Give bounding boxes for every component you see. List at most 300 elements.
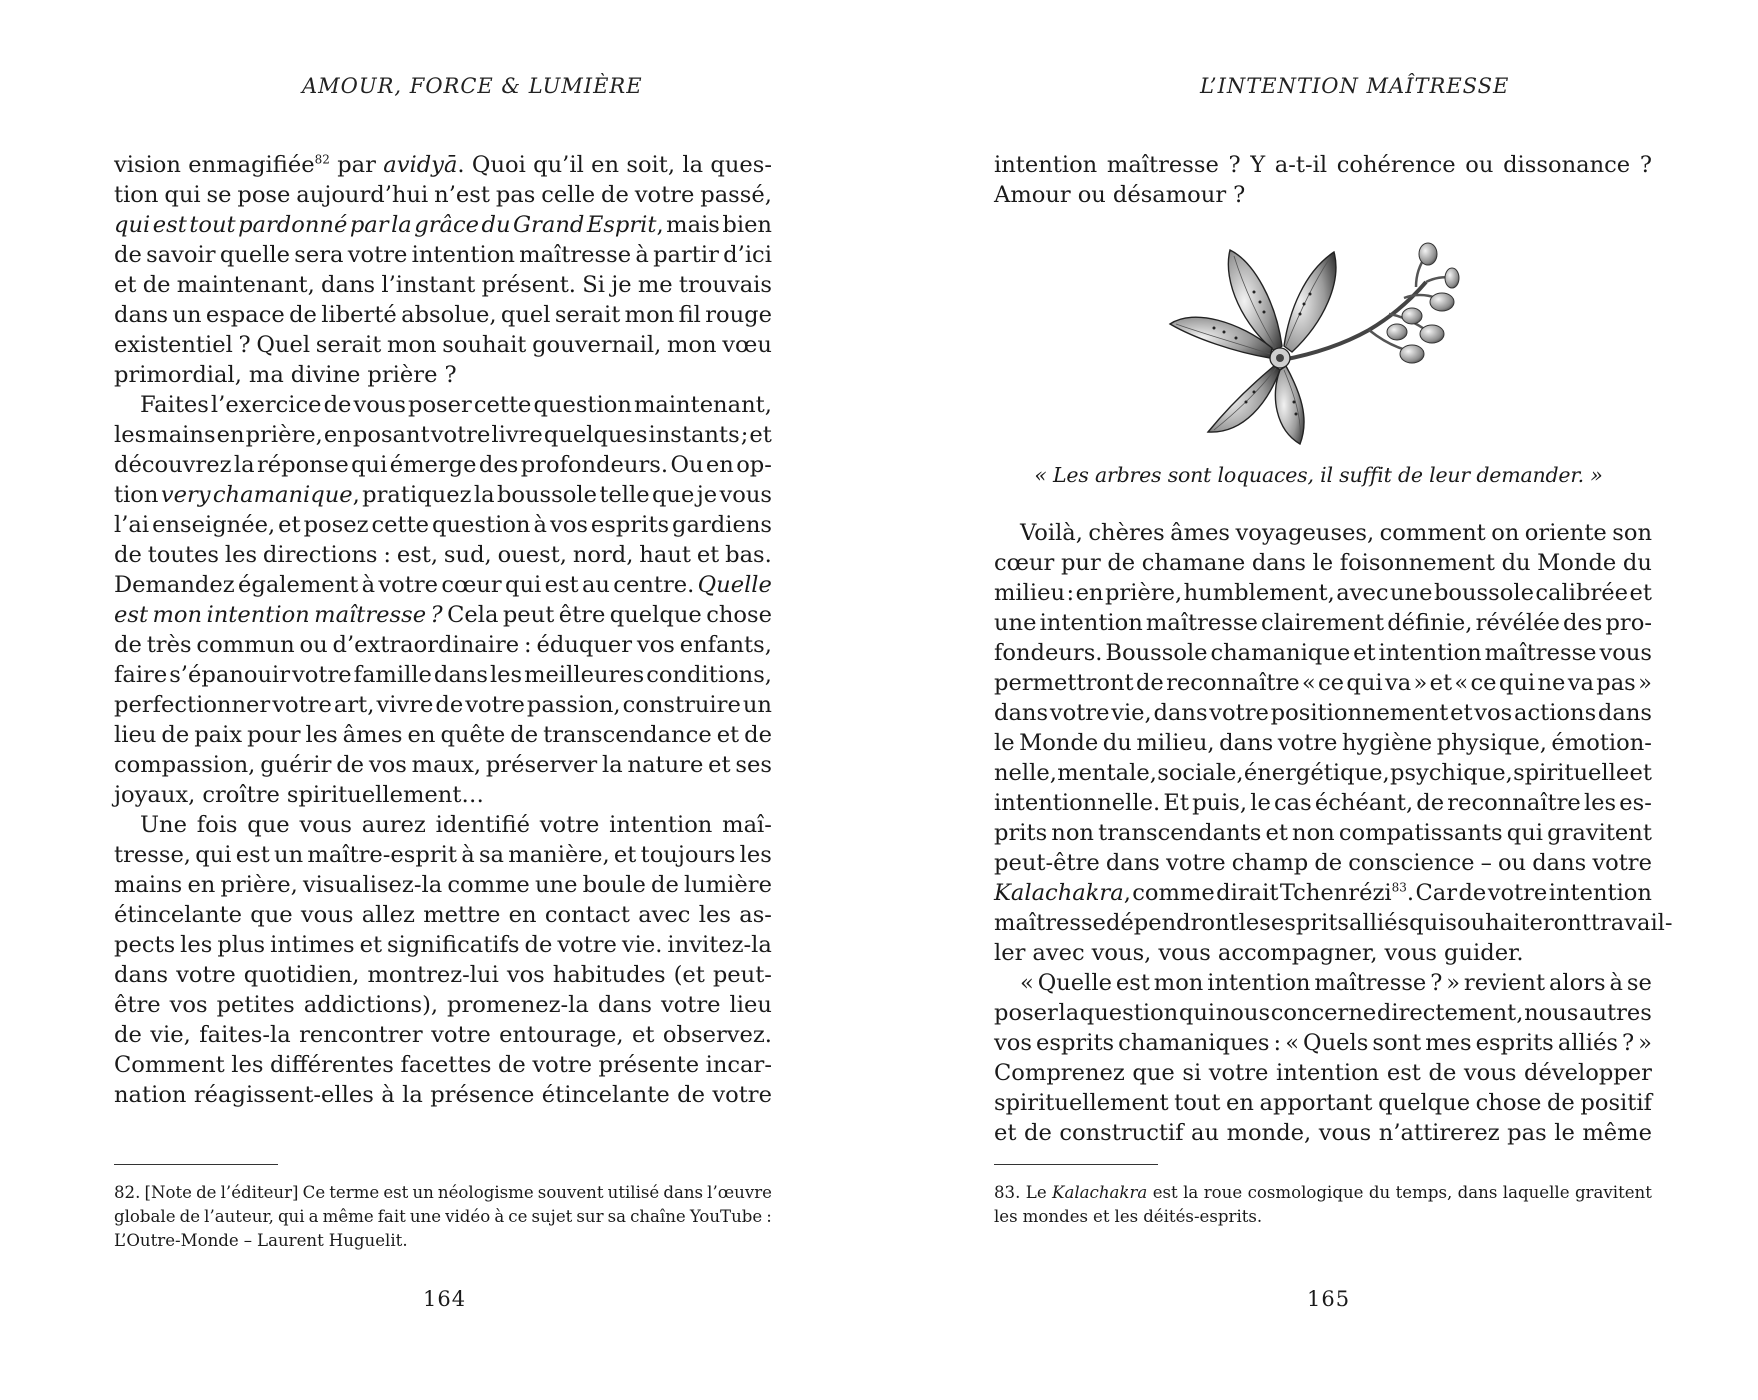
word bbox=[180, 930, 212, 960]
word bbox=[509, 900, 537, 930]
word bbox=[1612, 518, 1652, 548]
text-run: de bbox=[114, 542, 142, 568]
text-run: votre bbox=[1049, 700, 1110, 726]
word bbox=[114, 690, 270, 720]
text-run: a-t-il bbox=[1274, 152, 1328, 178]
word bbox=[444, 360, 456, 390]
text-run: sa bbox=[607, 1207, 626, 1226]
word bbox=[1454, 668, 1468, 698]
word bbox=[623, 690, 741, 720]
word bbox=[1118, 1028, 1269, 1058]
word bbox=[194, 1080, 374, 1110]
word bbox=[362, 900, 415, 930]
text-run: permettront bbox=[994, 670, 1134, 696]
text-run: et bbox=[632, 1022, 655, 1048]
text-run: et bbox=[1629, 760, 1652, 786]
text-run: de bbox=[289, 302, 317, 328]
word bbox=[1369, 1181, 1390, 1205]
word bbox=[1210, 638, 1350, 668]
text-run: l’éditeur] bbox=[220, 1183, 299, 1202]
word bbox=[598, 990, 652, 1020]
word bbox=[994, 1088, 1169, 1118]
text-run: je bbox=[696, 482, 718, 508]
text-run: une bbox=[994, 610, 1037, 636]
word bbox=[1446, 968, 1460, 998]
text-run: le bbox=[1250, 790, 1271, 816]
text-line bbox=[994, 578, 1652, 608]
text-run: étincelante bbox=[114, 902, 242, 928]
text-run: à bbox=[494, 1207, 505, 1226]
text-run: ? bbox=[238, 332, 251, 358]
word bbox=[263, 540, 378, 570]
word bbox=[1107, 150, 1219, 180]
word bbox=[1447, 788, 1580, 818]
text-run: dépendront bbox=[1105, 910, 1239, 936]
word bbox=[531, 1205, 572, 1229]
word bbox=[652, 480, 694, 510]
text-run: on bbox=[1491, 520, 1520, 546]
word bbox=[1191, 1118, 1219, 1148]
word bbox=[1348, 848, 1474, 878]
word bbox=[1537, 548, 1616, 578]
text-run: monde, bbox=[1226, 1120, 1312, 1146]
word bbox=[521, 450, 668, 480]
word bbox=[497, 480, 597, 510]
word bbox=[299, 810, 352, 840]
word bbox=[507, 960, 545, 990]
text-run: votre bbox=[378, 572, 439, 598]
word bbox=[994, 180, 1071, 210]
word bbox=[994, 848, 1100, 878]
text-run: dans bbox=[433, 662, 488, 688]
text-run: développer bbox=[1524, 1060, 1652, 1086]
text-run: maîtresse bbox=[1314, 970, 1427, 996]
text-run: alliés bbox=[1557, 1030, 1618, 1056]
word bbox=[256, 330, 310, 360]
text-run: qui bbox=[351, 452, 388, 478]
word bbox=[1154, 968, 1204, 998]
text-run: vos bbox=[169, 992, 208, 1018]
word bbox=[1057, 758, 1157, 788]
word bbox=[400, 1050, 491, 1080]
word bbox=[630, 1205, 686, 1229]
text-run: ce bbox=[1470, 670, 1497, 696]
word bbox=[1390, 578, 1432, 608]
word bbox=[533, 390, 631, 420]
text-line bbox=[114, 360, 772, 390]
word bbox=[140, 810, 187, 840]
text-run: Comment bbox=[114, 1052, 225, 1078]
word bbox=[1080, 998, 1178, 1028]
word bbox=[144, 1181, 191, 1205]
text-run: joyaux, bbox=[114, 782, 196, 808]
word bbox=[674, 960, 705, 990]
word bbox=[221, 1181, 299, 1205]
text-run: qu’il bbox=[533, 152, 584, 178]
flower-branch-illustration bbox=[1164, 242, 1460, 447]
word bbox=[390, 450, 477, 480]
word bbox=[1476, 1028, 1554, 1058]
word bbox=[474, 390, 532, 420]
text-run: reconnaître bbox=[1447, 790, 1581, 816]
text-run: souvent bbox=[537, 1183, 604, 1202]
word bbox=[220, 240, 290, 270]
word bbox=[1052, 1181, 1147, 1205]
text-run: foisonnement bbox=[1339, 550, 1495, 576]
word bbox=[378, 1205, 406, 1229]
word bbox=[1558, 1028, 1618, 1058]
text-run: d’extraordinaire bbox=[332, 632, 520, 658]
word bbox=[994, 878, 1131, 908]
text-run: se bbox=[1626, 970, 1652, 996]
text-run: cette bbox=[473, 392, 532, 418]
word bbox=[114, 1229, 239, 1253]
word bbox=[336, 750, 364, 780]
text-run: plus bbox=[217, 932, 266, 958]
word bbox=[1235, 518, 1374, 548]
word bbox=[114, 270, 136, 300]
text-run: et bbox=[1429, 670, 1453, 696]
word bbox=[540, 810, 600, 840]
word bbox=[305, 720, 337, 750]
word bbox=[1640, 150, 1652, 180]
text-run: mettre bbox=[423, 902, 501, 928]
text-run: et bbox=[114, 272, 137, 298]
word bbox=[1192, 788, 1247, 818]
word bbox=[719, 480, 772, 510]
text-run: sont bbox=[1372, 1030, 1422, 1056]
text-run: autres bbox=[1579, 1000, 1652, 1026]
word bbox=[1385, 938, 1438, 968]
text-run: pratiquez bbox=[362, 482, 472, 508]
word bbox=[1226, 1088, 1254, 1118]
text-run: chamane bbox=[1141, 550, 1246, 576]
word bbox=[1549, 968, 1606, 998]
word bbox=[994, 1118, 1016, 1148]
word bbox=[170, 990, 208, 1020]
word bbox=[576, 1205, 603, 1229]
text-run: dans bbox=[1219, 730, 1274, 756]
word bbox=[197, 810, 238, 840]
text-run: une bbox=[409, 1207, 442, 1226]
word bbox=[1076, 578, 1104, 608]
text-run: au bbox=[1191, 1120, 1220, 1146]
text-line bbox=[114, 330, 772, 360]
text-run: op- bbox=[736, 452, 772, 478]
word bbox=[199, 1020, 290, 1050]
italic-run: du bbox=[481, 212, 511, 238]
word bbox=[1280, 878, 1414, 908]
text-run: calibrée bbox=[1535, 580, 1628, 606]
text-run: du bbox=[1368, 1183, 1391, 1202]
text-run: votre bbox=[176, 962, 236, 988]
text-run: ce bbox=[1318, 670, 1345, 696]
word bbox=[353, 390, 406, 420]
word bbox=[1413, 668, 1427, 698]
text-run: telle bbox=[599, 482, 650, 508]
word bbox=[114, 210, 150, 240]
text-run: votre bbox=[1208, 1060, 1269, 1086]
text-run: Boussole bbox=[1105, 640, 1208, 666]
text-run: Comprenez bbox=[994, 1060, 1125, 1086]
text-run: question bbox=[1079, 1000, 1179, 1026]
text-run: concerne bbox=[1270, 1000, 1377, 1026]
word bbox=[1499, 668, 1535, 698]
text-run: n’est bbox=[434, 182, 490, 208]
text-run: pur bbox=[1060, 550, 1101, 576]
word bbox=[634, 390, 772, 420]
word bbox=[1579, 998, 1652, 1028]
text-line bbox=[994, 150, 1652, 180]
word bbox=[237, 180, 290, 210]
text-run: incar- bbox=[705, 1052, 772, 1078]
word bbox=[1278, 728, 1338, 758]
text-run: s’épanouir bbox=[169, 662, 291, 688]
word bbox=[1498, 848, 1526, 878]
text-run: désamour bbox=[1112, 182, 1227, 208]
word bbox=[1336, 578, 1388, 608]
word bbox=[217, 990, 295, 1020]
text-run: qui bbox=[1506, 820, 1544, 846]
word bbox=[1146, 608, 1258, 638]
text-run: maître-esprit bbox=[307, 842, 457, 868]
text-run: revient bbox=[1463, 970, 1546, 996]
word bbox=[1372, 1028, 1421, 1058]
text-line bbox=[114, 180, 772, 210]
text-run: intentionnelle. bbox=[994, 790, 1161, 816]
italic-run: intention bbox=[206, 602, 310, 628]
word bbox=[743, 690, 772, 720]
word bbox=[213, 480, 360, 510]
text-run: en bbox=[508, 902, 537, 928]
word bbox=[651, 870, 679, 900]
word bbox=[1136, 728, 1214, 758]
text-run: ce bbox=[508, 1207, 528, 1226]
text-run: de bbox=[677, 1082, 705, 1108]
text-run: ? bbox=[1228, 152, 1241, 178]
text-run: cosmologique bbox=[1247, 1183, 1364, 1202]
word bbox=[1271, 908, 1349, 938]
text-run: gardiens bbox=[672, 512, 772, 538]
word bbox=[1132, 1058, 1174, 1088]
word bbox=[1271, 698, 1449, 728]
word bbox=[176, 960, 236, 990]
text-run: « bbox=[1301, 670, 1316, 696]
word bbox=[150, 1020, 191, 1050]
word bbox=[231, 1050, 263, 1080]
word bbox=[1248, 1181, 1364, 1205]
word bbox=[432, 510, 530, 540]
text-run: vœu bbox=[722, 332, 772, 358]
word bbox=[239, 330, 251, 360]
text-run: ou bbox=[1077, 182, 1106, 208]
text-run: comment bbox=[1379, 520, 1486, 546]
illustration-caption: « Les arbres sont loquaces, il suffit de leur demander. » bbox=[1034, 463, 1603, 487]
word bbox=[351, 450, 387, 480]
word bbox=[1026, 1181, 1047, 1205]
word bbox=[1444, 938, 1524, 968]
text-run: hygiène bbox=[1341, 730, 1433, 756]
text-run: intention bbox=[1207, 970, 1311, 996]
word bbox=[601, 180, 629, 210]
text-run: les bbox=[489, 662, 523, 688]
text-run: . bbox=[457, 152, 465, 178]
text-run: lieu bbox=[729, 992, 772, 1018]
text-run: de bbox=[336, 752, 365, 778]
word bbox=[114, 150, 181, 180]
word bbox=[1250, 788, 1271, 818]
word bbox=[114, 840, 191, 870]
text-line bbox=[994, 848, 1652, 878]
word bbox=[188, 150, 330, 180]
word bbox=[367, 960, 498, 990]
text-run: ? bbox=[444, 362, 457, 388]
text-run: et bbox=[1093, 1207, 1110, 1226]
text-run: Voilà, bbox=[1020, 520, 1083, 546]
text-run: dans bbox=[1105, 850, 1160, 876]
text-run: et bbox=[613, 842, 637, 868]
italic-run: maîtresse bbox=[314, 602, 427, 628]
word bbox=[430, 1080, 534, 1110]
word bbox=[348, 240, 408, 270]
text-run: nation bbox=[114, 1082, 187, 1108]
text-run: dans bbox=[1457, 1183, 1498, 1202]
text-run: nature bbox=[627, 752, 704, 778]
word bbox=[641, 840, 736, 870]
text-run: votre bbox=[1487, 880, 1548, 906]
text-run: de bbox=[114, 242, 142, 268]
word bbox=[1580, 1088, 1652, 1118]
word bbox=[524, 660, 644, 690]
word bbox=[114, 960, 168, 990]
text-run: définie, bbox=[1387, 610, 1473, 636]
word bbox=[309, 1205, 319, 1229]
word bbox=[372, 510, 430, 540]
text-run: les bbox=[224, 542, 258, 568]
text-run: a bbox=[308, 1207, 319, 1226]
word bbox=[180, 1205, 200, 1229]
text-run: cohérence bbox=[1336, 152, 1456, 178]
text-run: gouvernail, bbox=[532, 332, 662, 358]
word bbox=[1158, 938, 1211, 968]
text-run: du bbox=[1102, 730, 1132, 756]
text-run: visualisez-la bbox=[302, 872, 443, 898]
text-run: primordial, bbox=[114, 362, 242, 388]
word bbox=[1105, 578, 1182, 608]
text-run: comme bbox=[447, 872, 530, 898]
text-run: spirituellement… bbox=[286, 782, 485, 808]
word bbox=[292, 660, 352, 690]
word bbox=[1598, 698, 1652, 728]
word bbox=[1377, 998, 1524, 1028]
word bbox=[304, 510, 369, 540]
text-run: très bbox=[146, 632, 192, 658]
word bbox=[114, 750, 255, 780]
word bbox=[706, 1050, 772, 1080]
word bbox=[1474, 698, 1512, 728]
word bbox=[287, 780, 484, 810]
text-run: à bbox=[533, 512, 547, 538]
italic-run: est bbox=[152, 212, 187, 238]
word bbox=[1183, 1181, 1198, 1205]
text-run: temps, bbox=[1395, 1183, 1453, 1202]
text-run: : bbox=[1273, 1030, 1282, 1056]
word bbox=[1458, 1181, 1498, 1205]
word bbox=[1380, 518, 1486, 548]
text-line bbox=[994, 548, 1652, 578]
text-run: âmes bbox=[342, 722, 403, 748]
text-run: Le bbox=[1025, 1183, 1047, 1202]
text-run: intention bbox=[1548, 880, 1652, 906]
text-line bbox=[114, 1229, 772, 1253]
running-head: AMOUR, FORCE & LUMIÈRE bbox=[302, 74, 643, 98]
text-line bbox=[994, 728, 1652, 758]
text-run: réponse bbox=[256, 452, 349, 478]
text-run: émotion- bbox=[1551, 730, 1652, 756]
word bbox=[147, 420, 215, 450]
word bbox=[1434, 578, 1534, 608]
text-run: alliés bbox=[1349, 910, 1410, 936]
text-run: présence bbox=[430, 1082, 535, 1108]
text-run: que bbox=[1132, 1060, 1175, 1086]
text-run: énergétique, bbox=[1243, 760, 1390, 786]
text-run: est bbox=[1386, 1060, 1421, 1086]
word bbox=[143, 270, 171, 300]
word bbox=[114, 570, 235, 600]
word bbox=[573, 540, 634, 570]
text-run: lieu bbox=[114, 722, 157, 748]
word bbox=[140, 390, 209, 420]
word bbox=[486, 750, 597, 780]
text-run: chaîne bbox=[630, 1207, 686, 1226]
word bbox=[635, 240, 648, 270]
word bbox=[444, 540, 492, 570]
word bbox=[1342, 728, 1432, 758]
word bbox=[1619, 788, 1652, 818]
text-run: cette bbox=[371, 512, 430, 538]
text-run: est bbox=[383, 1183, 409, 1202]
word bbox=[1078, 180, 1106, 210]
word bbox=[1107, 548, 1135, 578]
text-run: l’ai bbox=[114, 512, 150, 538]
text-run: voyageuses, bbox=[1235, 520, 1375, 546]
text-line bbox=[994, 1205, 1652, 1229]
word bbox=[649, 420, 740, 450]
text-run: nord, bbox=[572, 542, 634, 568]
text-run: du bbox=[1501, 550, 1531, 576]
text-run: roue bbox=[1203, 1183, 1243, 1202]
word bbox=[1228, 150, 1240, 180]
word bbox=[1218, 938, 1378, 968]
word bbox=[613, 570, 694, 600]
text-run: ma bbox=[248, 362, 284, 388]
text-line bbox=[114, 240, 772, 270]
word bbox=[1503, 1181, 1570, 1205]
word bbox=[532, 330, 661, 360]
word bbox=[257, 1229, 324, 1253]
text-run: , bbox=[656, 212, 664, 238]
italic-run: Kalachakra bbox=[1052, 1183, 1148, 1202]
text-run: constructif bbox=[1059, 1120, 1184, 1146]
italic-run: Quelle bbox=[697, 572, 772, 598]
word bbox=[682, 150, 703, 180]
text-run: en bbox=[1226, 1090, 1254, 1116]
text-run: non bbox=[1051, 820, 1094, 846]
text-run: utilisé bbox=[607, 1183, 660, 1202]
word bbox=[321, 270, 375, 300]
word bbox=[402, 1080, 423, 1110]
text-run: identifié bbox=[435, 812, 530, 838]
